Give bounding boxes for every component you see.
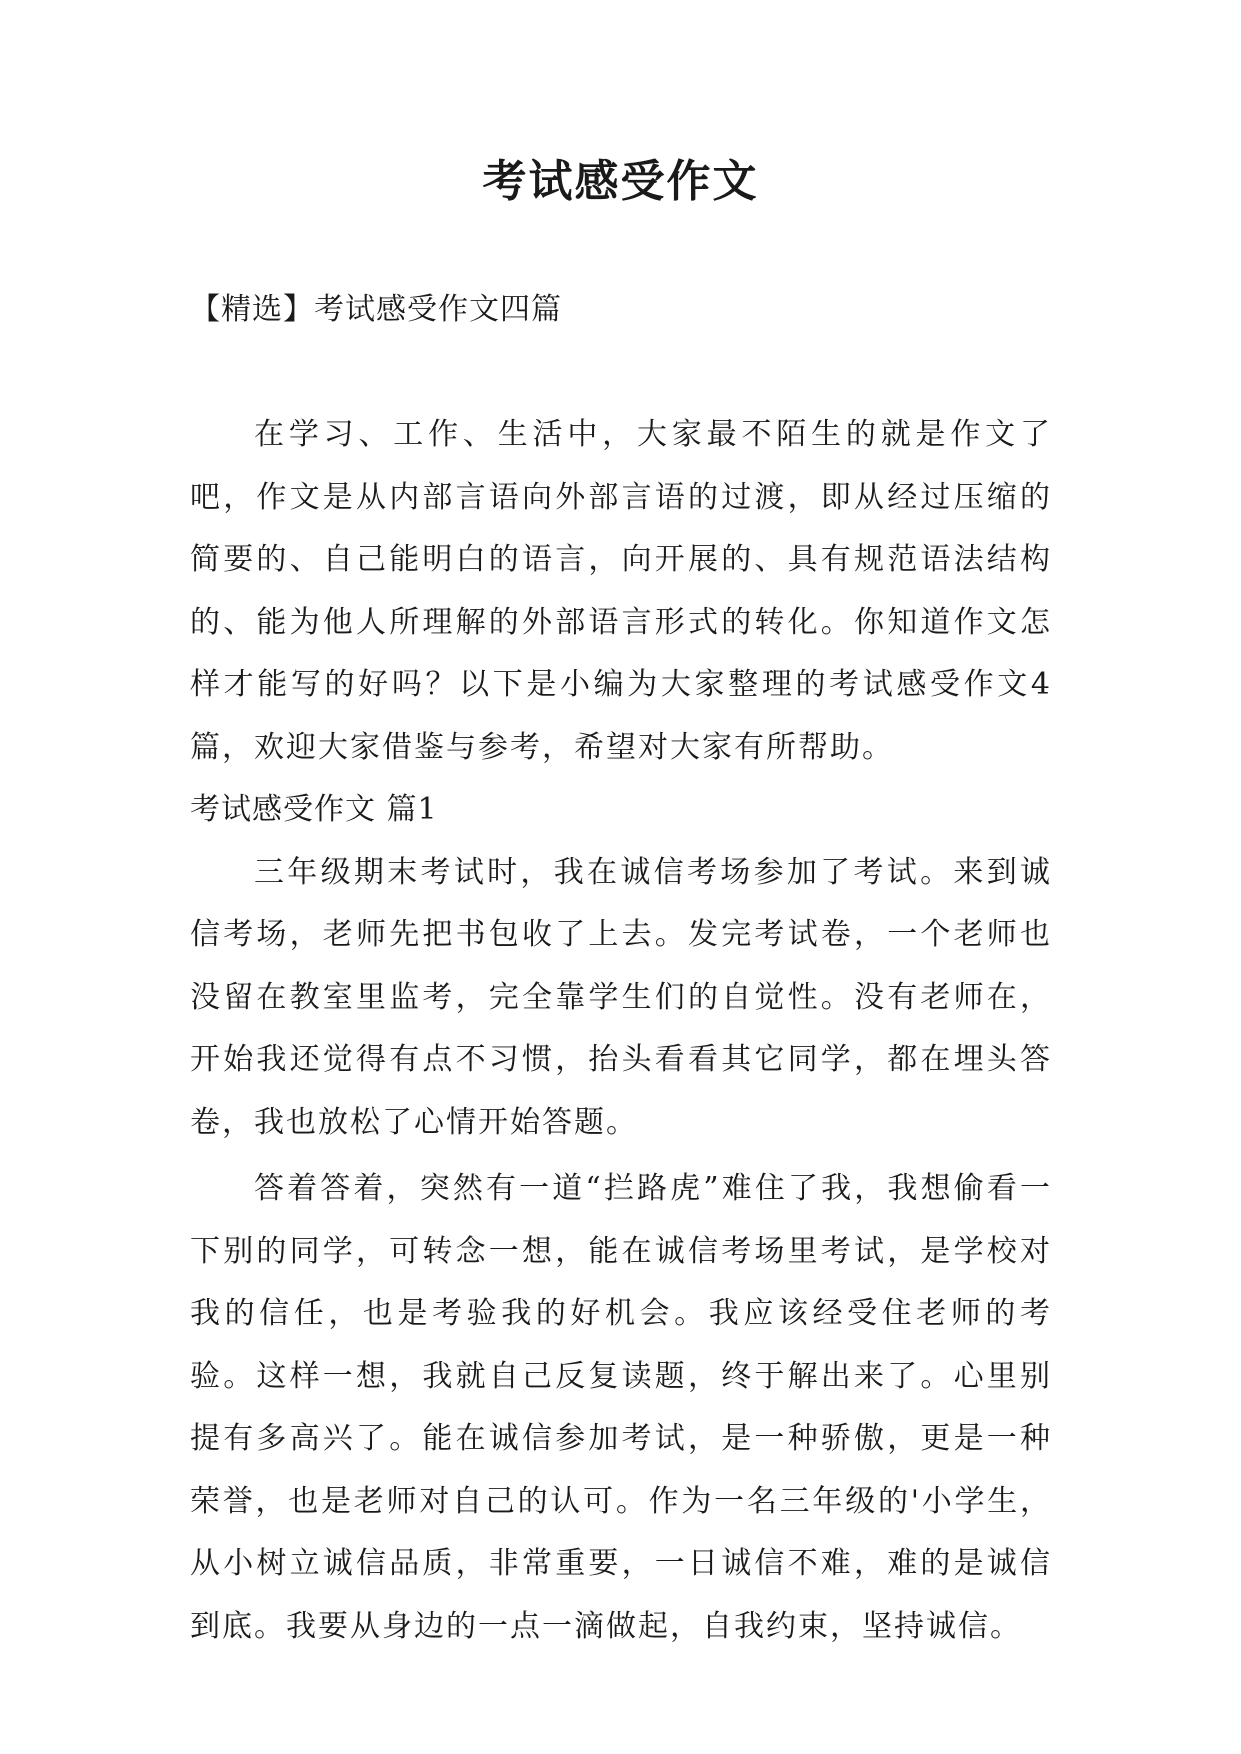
body-paragraph-2: 答着答着，突然有一道“拦路虎”难住了我，我想偷看一下别的同学，可转念一想，能在诚信考场里考试，是学校对我的信任，也是考验我的好机会。我应该经受住老师的考验。这样一想，我就自己反复读题，终于解出来了。心里别提有多高兴了。能在诚信参加考试，是一种骄傲，更是一种荣誉，也是老师对自己的认可。作为一名三年级的'小学生，从小树立诚信品质，非常重要，一日诚信不难，难的是诚信到底。我要从身边的一点一滴做起，自我约束，坚持诚信。 (190, 1171, 1052, 1644)
intro-paragraph: 在学习、工作、生活中，大家最不陌生的就是作文了吧，作文是从内部言语向外部言语的过渡，即从经过压缩的简要的、自己能明白的语言，向开展的、具有规范语法结构的、能为他人所理解的外部语言形式的转化。你知道作文怎样才能写的好吗？以下是小编为大家整理的考试感受作文4篇，欢迎大家借鉴与参考，希望对大家有所帮助。 (190, 417, 1052, 765)
document-title: 考试感受作文 (482, 156, 759, 207)
section-heading: 考试感受作文 篇1 (190, 792, 438, 827)
document-subtitle: 【精选】考试感受作文四篇 (190, 292, 562, 327)
document-body (190, 404, 1052, 1658)
body-paragraph-1: 三年级期末考试时，我在诚信考场参加了考试。来到诚信考场，老师先把书包收了上去。发完考试卷，一个老师也没留在教室里监考，完全靠学生们的自觉性。没有老师在，开始我还觉得有点不习惯，抬头看看其它同学，都在埋头答卷，我也放松了心情开始答题。 (190, 854, 1052, 1140)
